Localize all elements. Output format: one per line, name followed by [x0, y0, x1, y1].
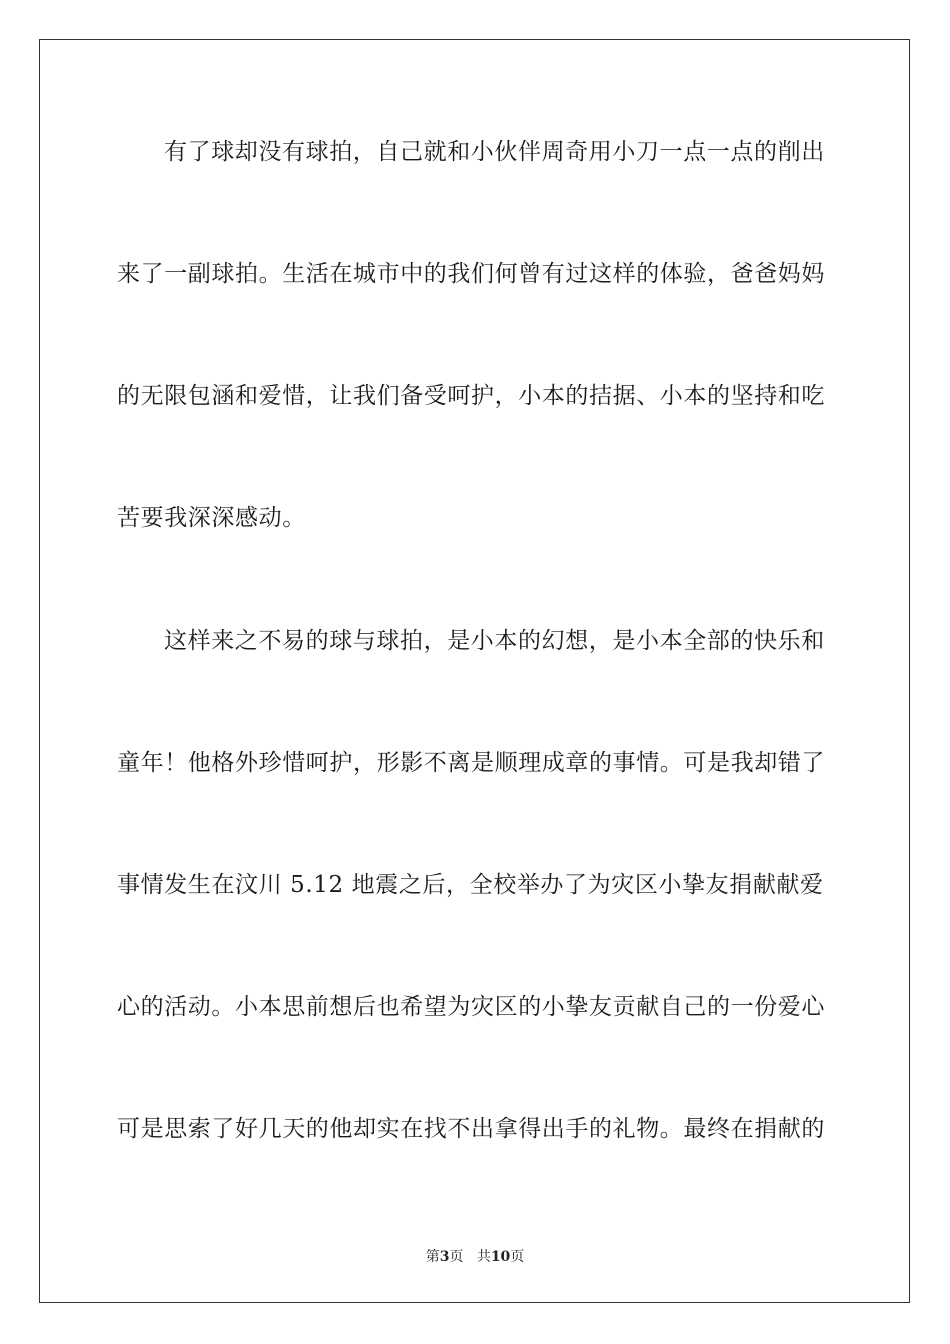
footer-page-number: 3: [439, 1249, 450, 1265]
page-footer: [0, 1248, 950, 1266]
paragraph-1-line-1: 有了球却没有球拍，自己就和小伙伴周奇用小刀一点一点的削出: [164, 139, 825, 165]
paragraph-2-line-2: 童年！他格外珍惜呵护，形影不离是顺理成章的事情。可是我却错了: [117, 750, 825, 776]
paragraph-2-line-4: 心的活动。小本思前想后也希望为灾区的小挚友贡献自己的一份爱心: [117, 994, 825, 1020]
paragraph-1-line-4: 苦要我深深感动。: [117, 505, 306, 531]
paragraph-1-line-3: 的无限包涵和爱惜，让我们备受呵护，小本的拮据、小本的坚持和吃: [117, 383, 825, 409]
paragraph-2-line-3: 事情发生在汶川 5.12 地震之后，全校举办了为灾区小挚友捐献献爱: [117, 872, 824, 898]
paragraph-1-line-2: 来了一副球拍。生活在城市中的我们何曾有过这样的体验，爸爸妈妈: [117, 261, 825, 287]
footer-total-prefix: 共: [476, 1249, 491, 1265]
footer-page-suffix: 页: [449, 1249, 464, 1265]
paragraph-2-line-1: 这样来之不易的球与球拍，是小本的幻想，是小本全部的快乐和: [164, 628, 825, 654]
paragraph-2-line-5: 可是思索了好几天的他却实在找不出拿得出手的礼物。最终在捐献的: [117, 1116, 825, 1142]
footer-total-suffix: 页: [510, 1249, 525, 1265]
footer-total-pages: 10: [490, 1249, 511, 1265]
footer-page-prefix: 第: [425, 1249, 440, 1265]
